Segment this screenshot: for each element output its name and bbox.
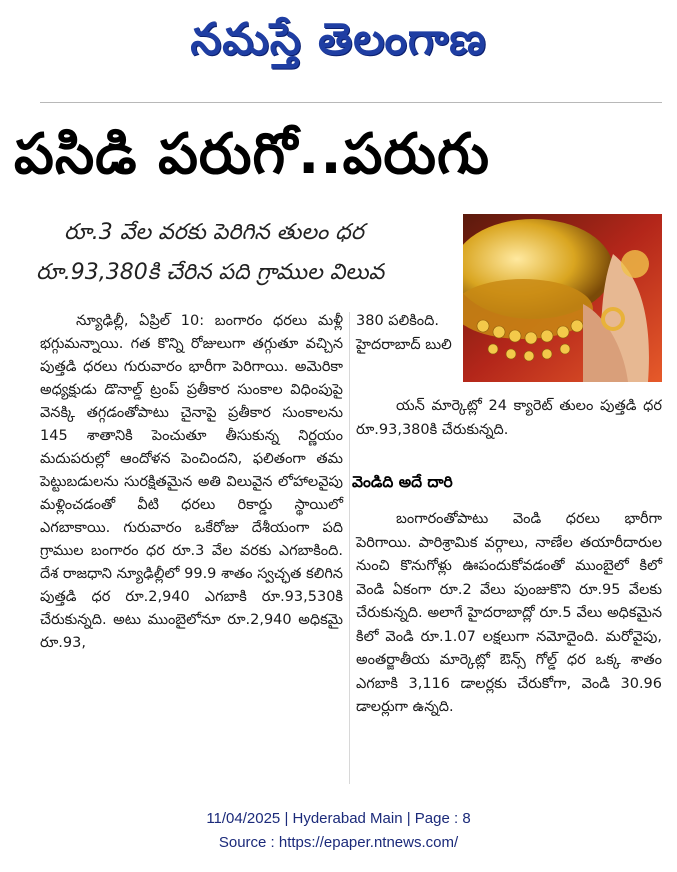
article-paragraph-left: న్యూఢిల్లీ, ఏప్రిల్ 10: బంగారం ధరలు మళ్లీ భగ్గుమన్నాయి. గత కొన్ని రోజులుగా తగ్గుతూ వచ్చిన పుత్తడి ధరలు గురువారం భారీగా పెరిగాయి. అమెరికా అధ్యక్షుడు డొనాల్డ్ ట్రంప్ ప్రతీకార సుంకాల విధింపుపై వెనక్కి తగ్గడంతోపాటు చైనాపై ప్రతీకార సుంకాలను 145 శాతానికి పెంచుతూ తీసుకున్న నిర్ణయం మదుపరుల్లో ఆందోళన పెంచిందని, ఫలితంగా తమ పెట్టుబడులను సురక్షితమైన అతి విలువైన లోహాలవైపు మళ్లించడంతో వీటి ధరలు రికార్డు స్థాయిలో ఎగబాకాయి. గురువారం ఒకేరోజు దేశీయంగా పది గ్రాముల బంగారం ధర రూ.3 వేల వరకు ఎగబాకింది. దేశ రాజధాని న్యూఢిల్లీలో 99.9 శాతం స్వచ్ఛత కలిగిన పుత్తడి ధర రూ.2,940 ఎగబాకి రూ.93,530కి చేరుకున్నది. అటు ముంబైలోనూ రూ.2,940 అధికమై రూ.93, bbox=[40, 313, 343, 651]
article-body-right-continued: యన్ మార్కెట్లో 24 క్యారెట్ తులం పుత్తడి ధర రూ.93,380కి చేరుకున్నది. bbox=[356, 398, 662, 438]
headline: పసిడి పరుగో..పరుగు bbox=[14, 122, 491, 187]
source-link[interactable]: Source : https://epaper.ntnews.com/ bbox=[218, 834, 459, 851]
edition-info: 11/04/2025 | Hyderabad Main | Page : 8 bbox=[206, 810, 471, 827]
newspaper-logo: నమస్తే తెలంగాణ bbox=[190, 14, 487, 65]
article-body-right-top: 380 పలికింది. హైదరాబాద్ బులి bbox=[356, 313, 452, 353]
masthead-divider bbox=[40, 102, 662, 103]
gold-jewellery-illustration bbox=[463, 214, 662, 382]
silver-subhead: వెండిది అదే దారి bbox=[352, 473, 453, 491]
article-body-left bbox=[40, 310, 343, 655]
deck-line-2: రూ.93,380కి చేరిన పది గ్రాముల విలువ bbox=[36, 260, 385, 285]
masthead bbox=[0, 0, 677, 92]
article-paragraph-silver: బంగారంతోపాటు వెండి ధరలు భారీగా పెరిగాయి. పారిశ్రామిక వర్గాలు, నాణేల తయారీదారుల నుంచి కొనుగోళ్లు ఊపందుకోవడంతో ముంబైలో కిలో వెండి ఏకంగా రూ.2 వేలు పుంజుకొని రూ.95 వేలకు చేరుకున్నది. అలాగే హైదరాబాద్లో రూ.5 వేలు అధికమైన కిలో వెండి రూ.1.07 లక్షలుగా నమోదైంది. మరోవైపు, అంతర్జాతీయ మార్కెట్లో ఔన్స్ గోల్డ్ ధర ఒక్క శాతం ఎగబాకి 3,116 డాలర్లకు చేరుకోగా, వెండి 30.96 డాలర్లుగా ఉన్నది. bbox=[356, 511, 662, 715]
column-divider bbox=[349, 312, 350, 784]
gold-jewellery-photo bbox=[463, 214, 662, 382]
deck-line-1: రూ.3 వేల వరకు పెరిగిన తులం ధర bbox=[64, 220, 364, 245]
article-body-right bbox=[356, 508, 662, 720]
